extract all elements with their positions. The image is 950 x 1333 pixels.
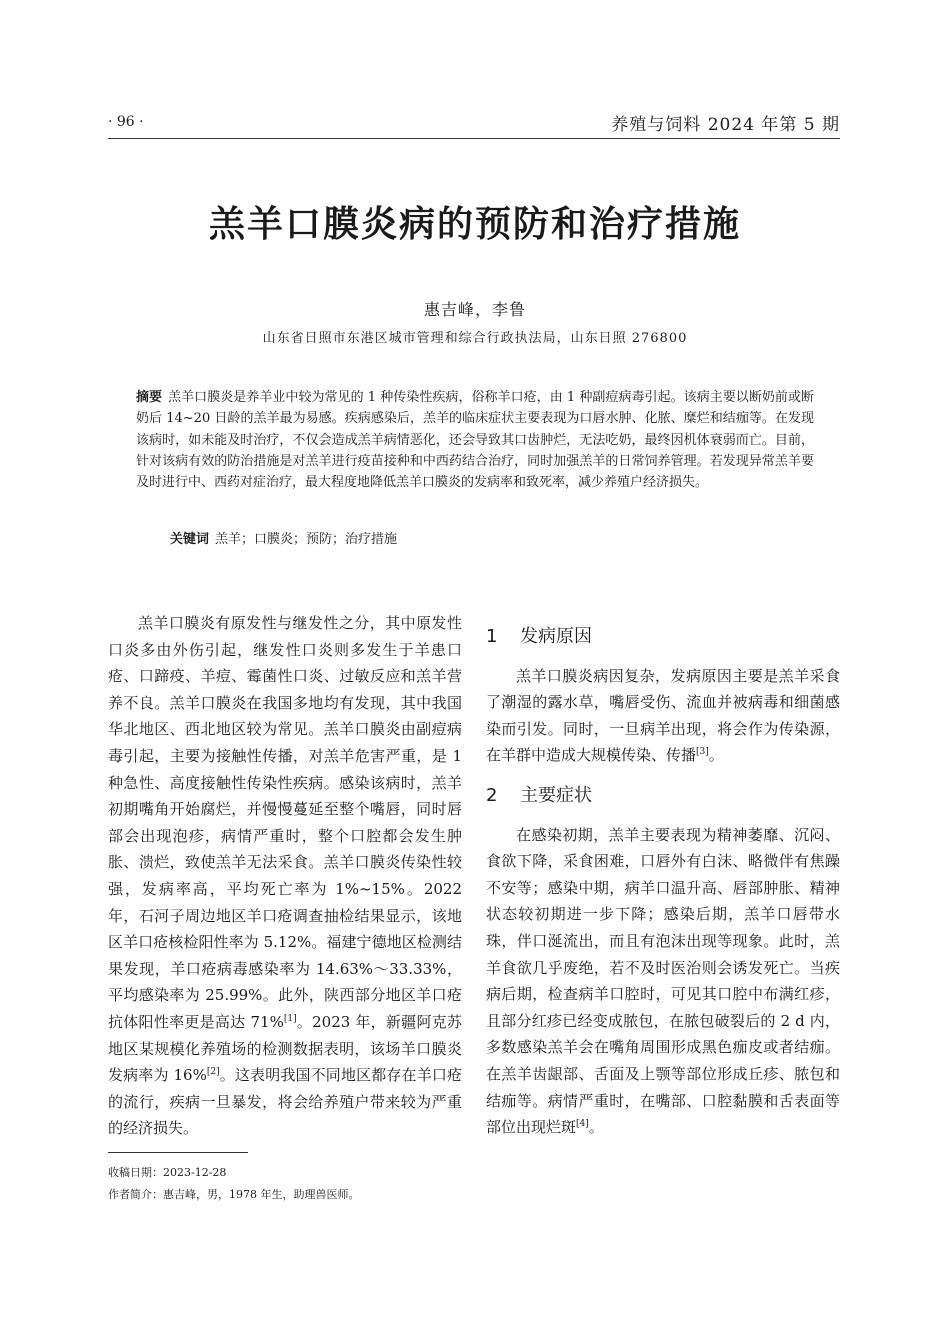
received-date: 收稿日期：2023-12-28 <box>108 1166 227 1179</box>
section-2-number: 2 <box>486 784 498 806</box>
affiliation: 山东省日照市东港区城市管理和综合行政执法局，山东日照 276800 <box>262 331 688 346</box>
abstract-label: 摘要 <box>136 390 163 405</box>
right-column <box>486 624 840 1141</box>
article-title: 羔羊口膜炎病的预防和治疗措施 <box>208 204 741 245</box>
section-1-text-1: 羔羊口膜炎病因复杂，发病原因主要是羔羊采食了潮湿的露水草，嘴唇受伤、流血并被病毒和细菌感染而引发。同时，一旦病羊出现，将会作为传染源，在羊群中造成大规模传染、传播 <box>486 666 840 765</box>
intro-text-1: 羔羊口膜炎有原发性与继发性之分，其中原发性口炎多由外伤引起，继发性口炎则多发生于羊患口疮、口蹄疫、羊痘、霉菌性口炎、过敏反应和羔羊营养不良。羔羊口膜炎在我国多地均有发现，其中我国华北地区、西北地区较为常见。羔羊口膜炎由副痘病毒引起，主要为接触性传播，对羔羊危害严重，是 1 种急性、高度接触性传染性疾病。感染该病时，羔羊初期嘴角开始腐烂，并慢慢蔓延至整个嘴唇，同时唇部会出现泡疹，病情严重时，整个口腔都会发生肿胀、溃烂，致使羔羊无法采食。羔羊口膜炎传染性较强，发病率高，平均死亡率为 1%~15%。2022 年，石河子周边地区羊口疮调查抽检结果显示，该地区羊口疮核检阳性率为 5.12%。福建宁德地区检测结果发现，羊口疮病毒感染率为 14.63%～33.33%，平均感染率为 25.99%。此外，陕西部分地区羊口疮抗体阳性率更是高达 71% <box>108 614 462 1031</box>
abstract <box>136 387 814 493</box>
section-2-title: 主要症状 <box>520 784 592 806</box>
page-number: · 96 · <box>108 114 144 130</box>
keywords-label: 关键词 <box>170 532 210 547</box>
section-1-text-2: 。 <box>708 746 724 765</box>
citation-1: [1] <box>283 1013 297 1024</box>
intro-text-2: 。2023 年，新疆阿克苏地区某规模化养殖场的检测数据表明，该场羊口膜炎发病率为 16% <box>108 1012 462 1085</box>
authors: 惠吉峰，李鲁 <box>423 300 526 319</box>
intro-text-3: 。这表明我国不同地区都存在羊口疮的流行，疾病一旦暴发，将会给养殖户带来较为严重的经济损失。 <box>108 1066 462 1138</box>
intro-paragraph <box>108 610 462 1142</box>
abstract-text: 羔羊口膜炎是养羊业中较为常见的 1 种传染性疾病，俗称羊口疮，由 1 种副痘病毒引起。该病主要以断奶前或断奶后 14~20 日龄的羔羊最为易感。疾病感染后，羔羊的临床症状主要表现为口唇水肿、化脓、糜烂和结痂等。在发现该病时，如未能及时治疗，不仅会造成羔羊病情恶化，还会导致其口齿肿烂，无法吃奶，最终因机体衰弱而亡。目前，针对该病有效的防治措施是对羔羊进行疫苗接种和中西药结合治疗，同时加强羔羊的日常饲养管理。若发现异常羔羊要及时进行中、西药对症治疗，最大程度地降低羔羊口膜炎的发病率和致死率，减少养殖户经济损失。 <box>136 390 814 491</box>
footnotes <box>108 1162 360 1206</box>
section-1-title: 发病原因 <box>520 626 592 647</box>
citation-2: [2] <box>206 1067 220 1078</box>
journal-info: 养殖与饲料 2024 年第 5 期 <box>611 115 840 135</box>
section-2-heading <box>486 783 840 810</box>
left-column <box>108 610 462 1142</box>
section-1-paragraph <box>486 663 840 769</box>
keywords-text: 羔羊；口膜炎；预防；治疗措施 <box>215 532 398 547</box>
running-header <box>108 108 840 139</box>
section-2-paragraph <box>486 822 840 1141</box>
citation-4: [4] <box>576 1119 589 1130</box>
section-2-text-2: 。 <box>588 1118 604 1137</box>
footnote-divider <box>108 1152 248 1153</box>
keywords <box>170 528 810 547</box>
section-1-heading <box>486 624 840 651</box>
section-1-number: 1 <box>486 626 498 647</box>
author-bio: 作者简介：惠吉峰，男，1978 年生，助理兽医师。 <box>108 1188 360 1201</box>
citation-3: [3] <box>696 747 709 758</box>
section-2-text-1: 在感染初期，羔羊主要表现为精神萎靡、沉闷、食欲下降，采食困难，口唇外有白沫、略微伴有焦躁不安等；感染中期，病羊口温升高、唇部肿胀、精神状态较初期进一步下降；感染后期，羔羊口唇带水珠，伴口涎流出，而且有泡沫出现等现象。此时，羔羊食欲几乎废绝，若不及时医治则会诱发死亡。当疾病后期，检查病羊口腔时，可见其口腔中布满红疹，且部分红疹已经变成脓包，在脓包破裂后的 2 d 内，多数感染羔羊会在嘴角周围形成黑色痂皮或者结痂。在羔羊齿龈部、舌面及上颚等部位形成丘疹、脓包和结痂等。病情严重时，在嘴部、口腔黏膜和舌表面等部位出现烂斑 <box>486 825 840 1137</box>
